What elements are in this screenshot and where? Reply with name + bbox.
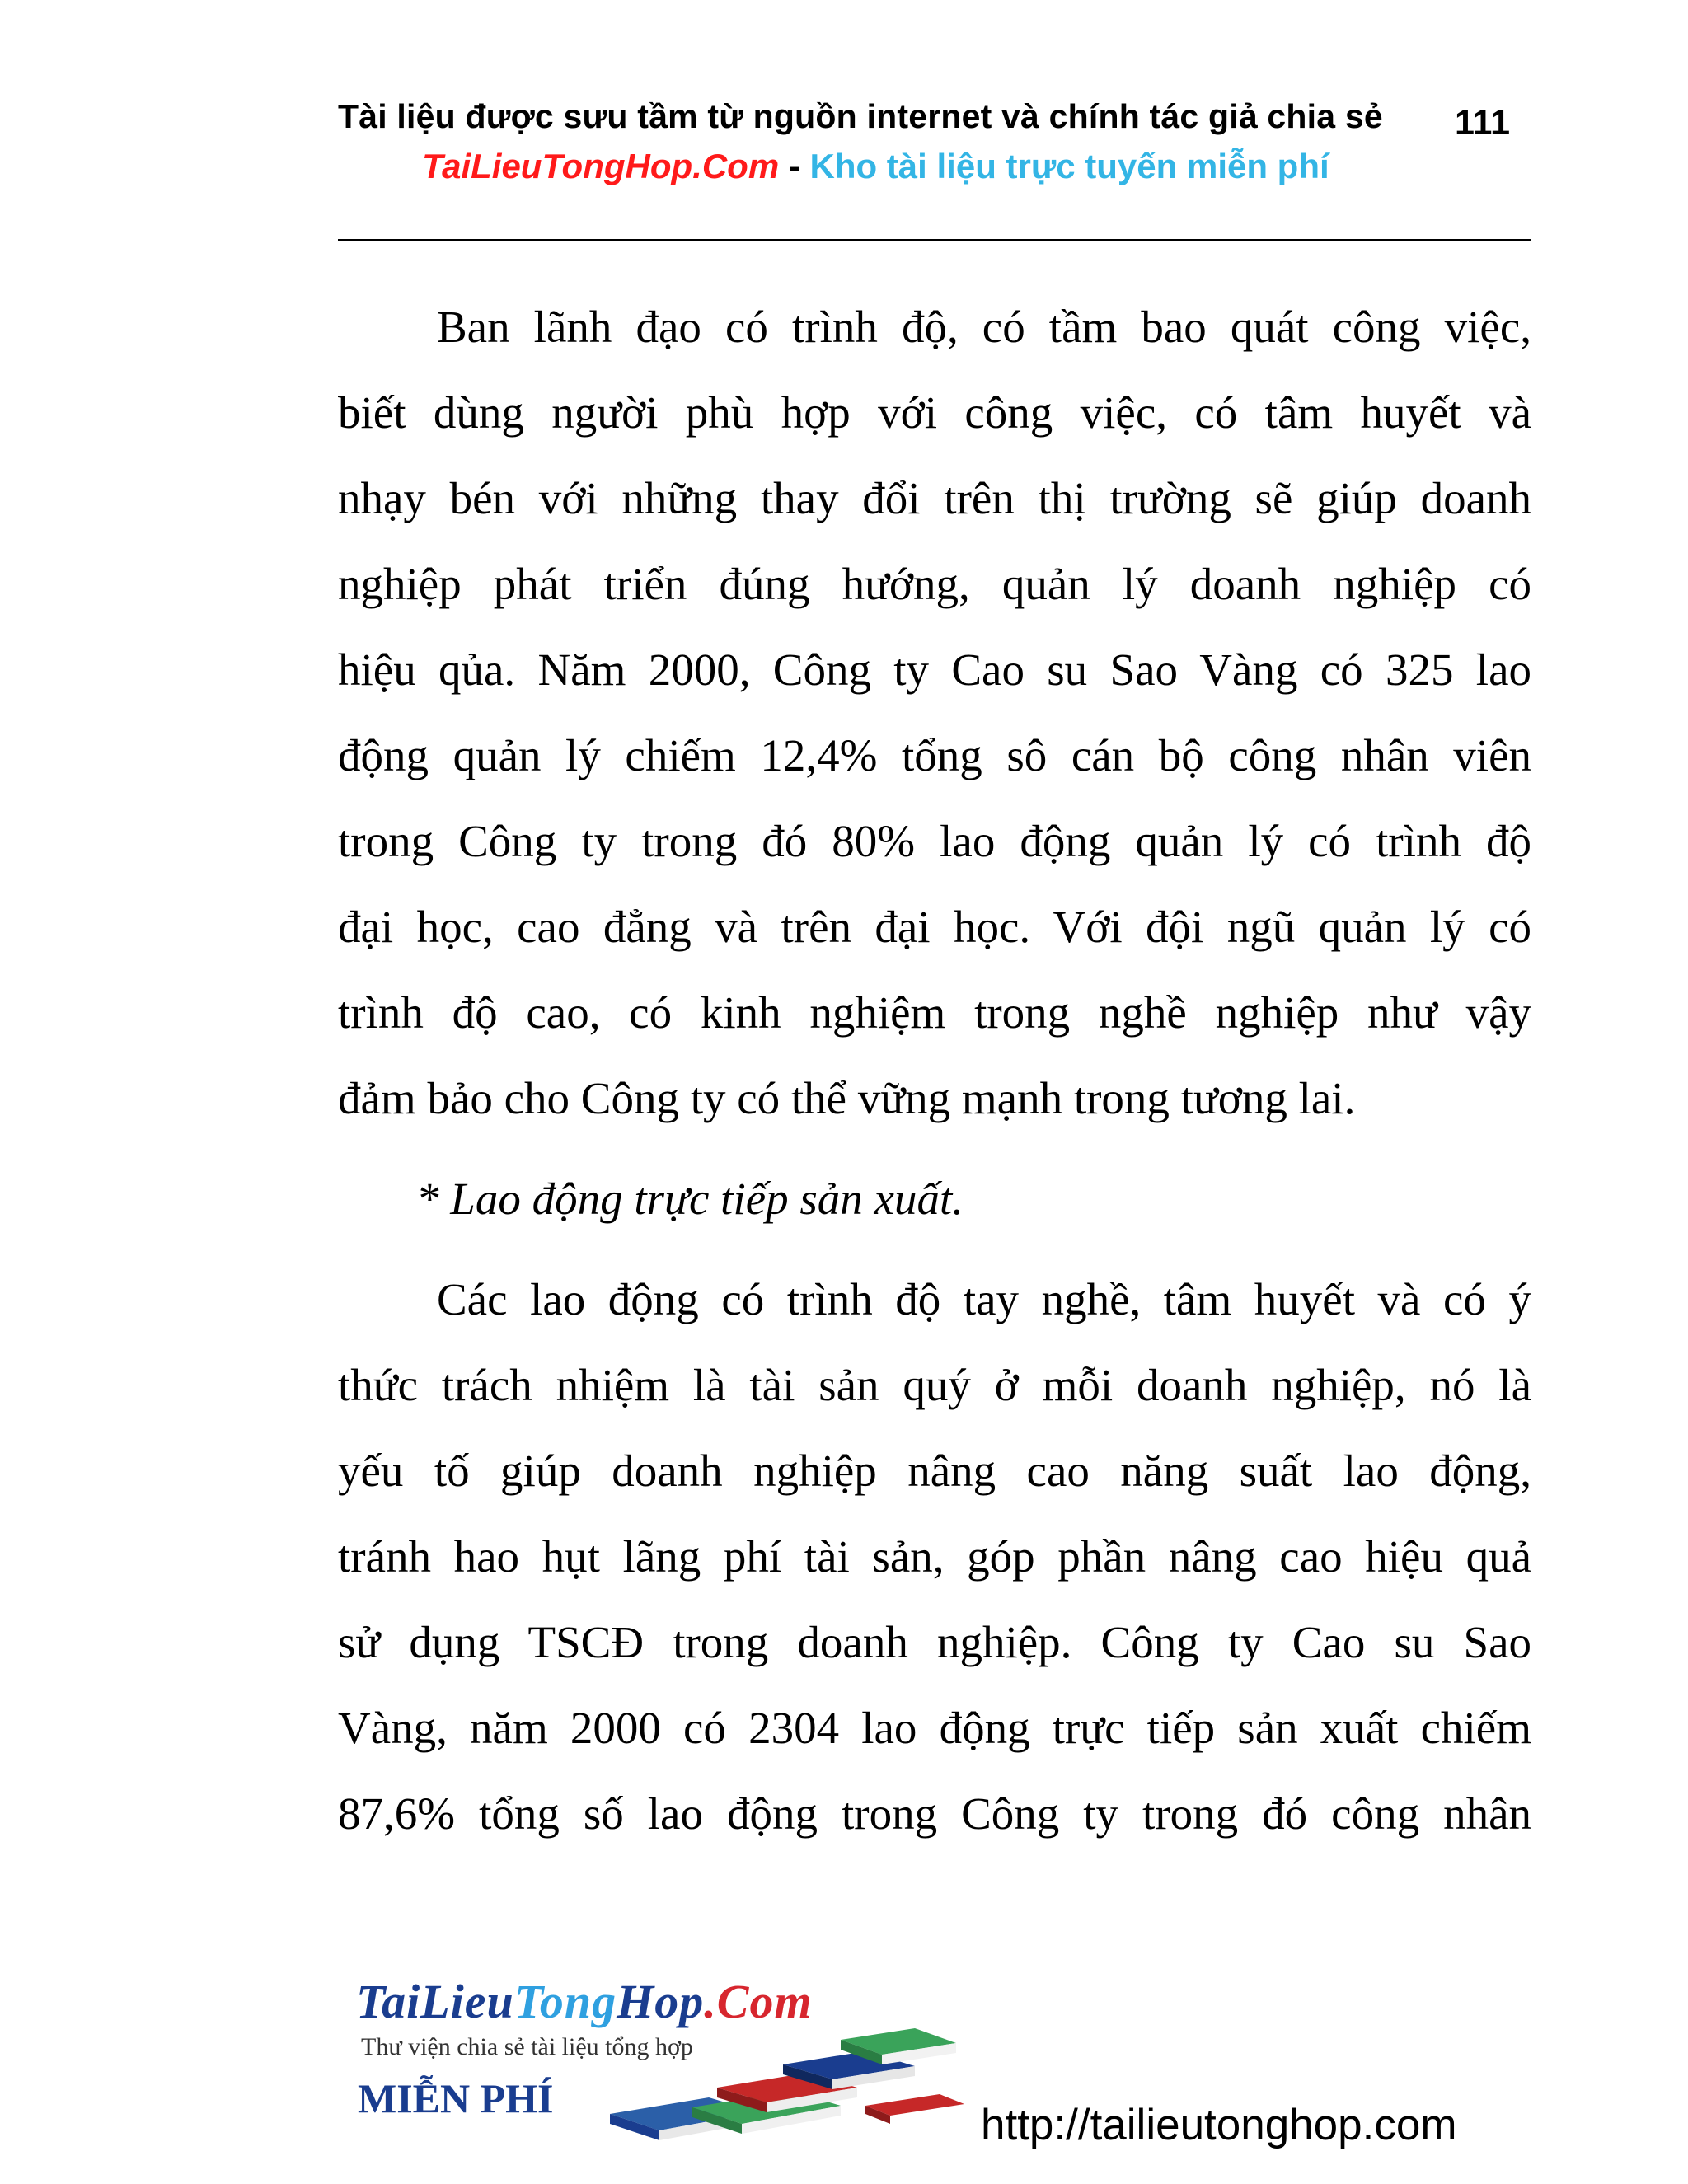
page-number: 111 — [1455, 103, 1510, 143]
paragraph-line: trình độ cao, có kinh nghiệm trong nghề nghiệp như vậy — [338, 987, 1531, 1038]
logo-part: Tong — [513, 1975, 617, 2028]
paragraph-line: Ban lãnh đạo có trình độ, có tầm bao quát công việc, — [437, 302, 1531, 352]
logo-part: Hop — [617, 1975, 705, 2028]
paragraph-line: tránh hao hụt lãng phí tài sản, góp phần nâng cao hiệu quả — [338, 1531, 1531, 1582]
books-icon — [593, 2015, 973, 2147]
paragraph-line: hiệu qủa. Năm 2000, Công ty Cao su Sao Vàng có 325 lao — [338, 644, 1531, 695]
logo-part: .Com — [704, 1975, 813, 2028]
paragraph-line: Vàng, năm 2000 có 2304 lao động trực tiếp sản xuất chiếm — [338, 1703, 1531, 1753]
paragraph-line: đại học, cao đẳng và trên đại học. Với đội ngũ quản lý có — [338, 902, 1531, 952]
header-source-note: Tài liệu được sưu tầm từ nguồn internet và chính tác giả chia sẻ — [338, 97, 1383, 135]
paragraph-direct-labor — [338, 1257, 1531, 1857]
paragraph-line: Các lao động có trình độ tay nghề, tâm huyết và có ý — [437, 1274, 1531, 1324]
paragraph-line: yếu tố giúp doanh nghiệp nâng cao năng suất lao động, — [338, 1446, 1531, 1496]
header-divider — [338, 239, 1531, 241]
header-separator: - — [779, 147, 810, 185]
paragraph-line: thức trách nhiệm là tài sản quý ở mỗi doanh nghiệp, nó là — [338, 1360, 1531, 1410]
header-site-line — [422, 147, 1329, 186]
section-subheading: * Lao động trực tiếp sản xuất. — [416, 1174, 964, 1224]
paragraph-line: nhạy bén với những thay đổi trên thị trường sẽ giúp doanh — [338, 473, 1531, 523]
paragraph-line: sử dụng TSCĐ trong doanh nghiệp. Công ty Cao su Sao — [338, 1617, 1531, 1667]
logo-part: Lieu — [420, 1975, 514, 2028]
paragraph-line: đảm bảo cho Công ty có thể vững mạnh trong tương lai. — [338, 1073, 1356, 1123]
document-body — [338, 284, 1531, 1857]
footer-url[interactable]: http://tailieutonghop.com — [981, 2101, 1457, 2149]
paragraph-line: 87,6% tổng số lao động trong Công ty trong đó công nhân — [338, 1788, 1531, 1839]
logo-free-label: MIỄN PHÍ — [358, 2075, 554, 2121]
paragraph-line: biết dùng người phù hợp với công việc, có tâm huyết và — [338, 387, 1531, 438]
paragraph-line: động quản lý chiếm 12,4% tổng sô cán bộ công nhân viên — [338, 730, 1531, 780]
site-logo — [346, 1974, 973, 2147]
logo-part: Tai — [356, 1975, 421, 2028]
paragraph-leadership — [338, 284, 1531, 1141]
site-name: TaiLieuTongHop.Com — [422, 147, 780, 185]
paragraph-line: nghiệp phát triển đúng hướng, quản lý doanh nghiệp có — [338, 559, 1531, 609]
site-tagline: Kho tài liệu trực tuyến miễn phí — [809, 147, 1329, 185]
paragraph-line: trong Công ty trong đó 80% lao động quản lý có trình độ — [338, 816, 1531, 866]
logo-tagline: Thư viện chia sẻ tài liệu tổng hợp — [361, 2033, 693, 2060]
